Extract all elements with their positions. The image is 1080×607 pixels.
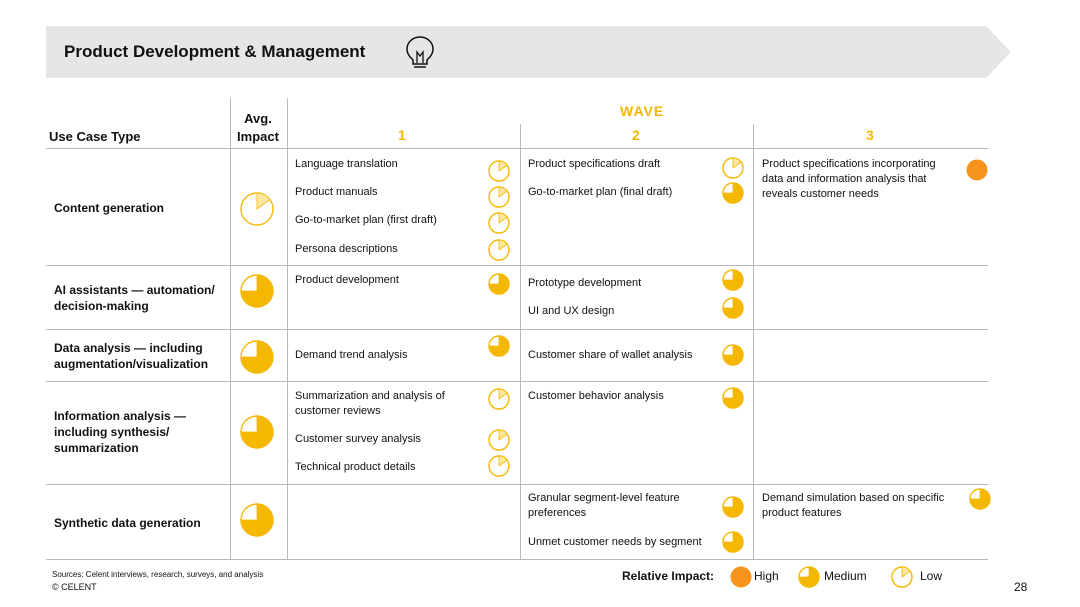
row-divider (46, 329, 988, 330)
impact-medium-icon (722, 269, 744, 291)
row-divider (46, 381, 988, 382)
use-case-item: Prototype development (528, 277, 642, 289)
avg-impact-medium-icon (240, 415, 274, 449)
impact-medium-icon (722, 531, 744, 553)
impact-low-icon (488, 455, 510, 477)
sources-note: Sources: Celent interviews, research, surveys, and analysis (52, 570, 264, 579)
impact-medium-icon (488, 273, 510, 295)
impact-low-icon (488, 160, 510, 182)
use-case-item: Customer survey analysis (295, 433, 421, 445)
use-case-item: Technical product details (295, 461, 416, 473)
table-bottom-border (46, 559, 988, 560)
use-case-item: Unmet customer needs by segment (528, 536, 702, 548)
impact-medium-icon (722, 496, 744, 518)
header-divider (46, 148, 988, 149)
wave-header: WAVE (620, 103, 665, 119)
use-case-item: Granular segment-level feature preferences (528, 492, 680, 519)
impact-low-icon (488, 388, 510, 410)
impact-medium-icon (722, 387, 744, 409)
use-case-item: UI and UX design (528, 305, 615, 317)
use-case-item: Summarization and analysis of customer reviews (295, 390, 445, 417)
use-case-item: Demand simulation based on specific product features (762, 492, 945, 519)
column-divider (520, 124, 521, 559)
legend-title: Relative Impact: (622, 569, 715, 583)
legend-high-label: High (754, 569, 779, 583)
legend-medium-label: Medium (824, 569, 867, 583)
impact-low-icon (488, 186, 510, 208)
row-label-synthetic-data: Synthetic data generation (54, 516, 201, 530)
impact-medium-icon (722, 182, 744, 204)
impact-low-icon (488, 212, 510, 234)
avg-impact-header-line2: Impact (237, 129, 279, 144)
row-label-information-analysis: Information analysis — including synthesis/ summarization (54, 409, 187, 455)
row-label-content-generation: Content generation (54, 201, 164, 215)
row-divider (46, 265, 988, 266)
avg-impact-medium-icon (240, 340, 274, 374)
column-divider (753, 124, 754, 559)
impact-low-icon (722, 157, 744, 179)
use-case-type-header: Use Case Type (49, 129, 141, 144)
use-case-item: Language translation (295, 158, 398, 170)
wave-3-header: 3 (866, 127, 875, 143)
legend-low-icon (891, 566, 913, 588)
impact-medium-icon (722, 344, 744, 366)
impact-low-icon (488, 239, 510, 261)
use-case-item: Demand trend analysis (295, 349, 408, 361)
legend-high-icon (730, 566, 752, 588)
avg-impact-medium-icon (240, 503, 274, 537)
impact-medium-icon (722, 297, 744, 319)
use-case-item: Customer share of wallet analysis (528, 349, 693, 361)
avg-impact-low-icon (240, 192, 274, 226)
row-label-ai-assistants: AI assistants — automation/ decision-making (54, 283, 215, 313)
legend-low-label: Low (920, 569, 943, 583)
use-case-item: Product development (295, 274, 399, 286)
use-case-item: Go-to-market plan (final draft) (528, 186, 673, 198)
wave-2-header: 2 (632, 127, 641, 143)
column-divider (230, 98, 231, 559)
row-label-data-analysis: Data analysis — including augmentation/visualization (54, 341, 209, 371)
impact-medium-icon (969, 488, 991, 510)
avg-impact-medium-icon (240, 274, 274, 308)
use-case-item: Product specifications draft (528, 158, 661, 170)
impact-low-icon (488, 429, 510, 451)
row-divider (46, 484, 988, 485)
use-case-item: Product specifications incorporating data and information analysis that reveals customer needs (762, 158, 936, 200)
lightbulb-icon (403, 34, 437, 70)
impact-medium-icon (488, 335, 510, 357)
copyright: © CELENT (52, 582, 97, 592)
use-case-item: Customer behavior analysis (528, 390, 664, 402)
page-title: Product Development & Management (64, 42, 366, 61)
use-case-item: Persona descriptions (295, 243, 398, 255)
legend-medium-icon (798, 566, 820, 588)
use-case-item: Go-to-market plan (first draft) (295, 214, 437, 226)
column-divider (287, 98, 288, 559)
page-number: 28 (1014, 580, 1028, 594)
use-case-item: Product manuals (295, 186, 378, 198)
wave-1-header: 1 (398, 127, 407, 143)
impact-high-icon (966, 159, 988, 181)
avg-impact-header-line1: Avg. (244, 111, 272, 126)
